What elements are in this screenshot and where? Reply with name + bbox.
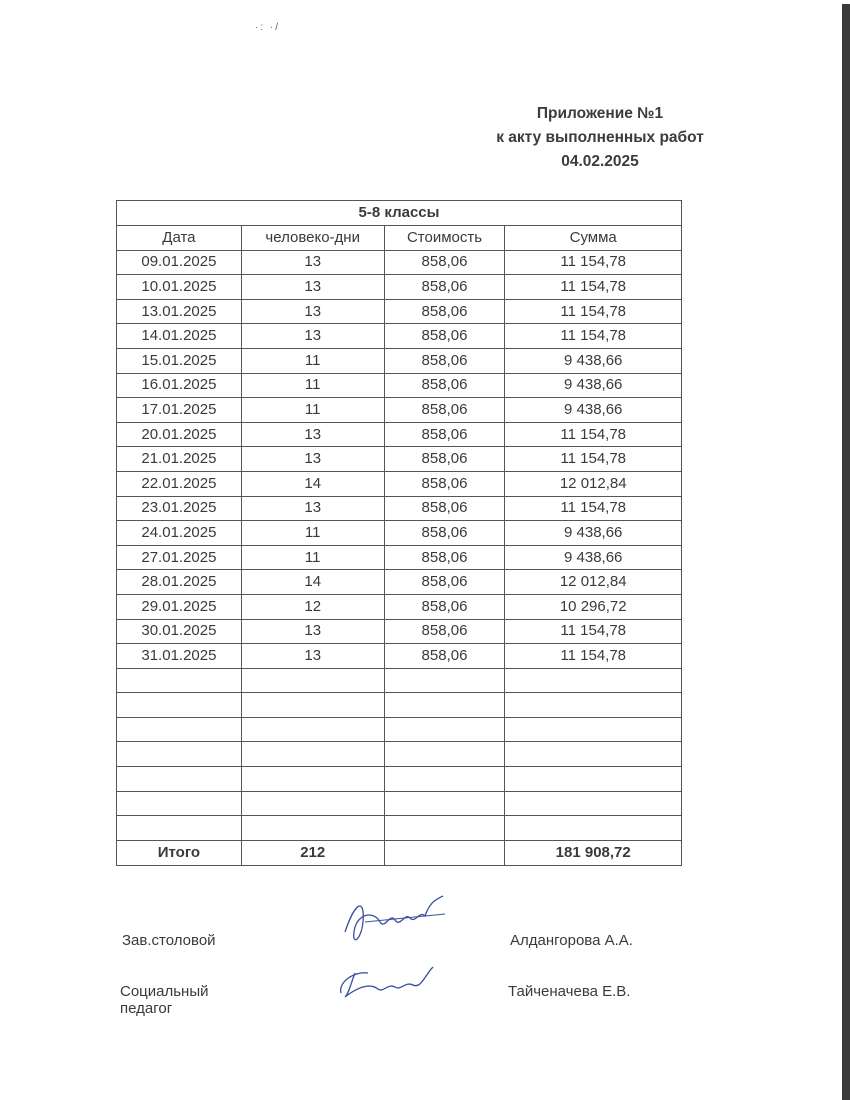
table-row [117,250,682,275]
cell-sum: 11 154,78 [505,250,682,275]
empty-cell [505,791,682,816]
empty-cell [384,767,505,792]
cell-date: 14.01.2025 [117,324,242,349]
empty-cell [117,816,242,841]
cell-sum: 9 438,66 [505,348,682,373]
empty-table-row [117,717,682,742]
empty-table-row [117,693,682,718]
cell-sum: 11 154,78 [505,447,682,472]
cell-sum: 11 154,78 [505,644,682,669]
cell-person-days: 11 [241,348,384,373]
cell-person-days: 13 [241,324,384,349]
empty-cell [117,668,242,693]
table-header-row [117,226,682,251]
table-row [117,644,682,669]
scan-specks: ·: ·/ [255,22,280,33]
cell-date: 15.01.2025 [117,348,242,373]
cell-date: 30.01.2025 [117,619,242,644]
cell-sum: 10 296,72 [505,594,682,619]
heading-title: Приложение №1 [536,105,664,122]
table-row [117,373,682,398]
cell-sum: 11 154,78 [505,422,682,447]
cell-sum: 11 154,78 [505,496,682,521]
cell-person-days: 11 [241,373,384,398]
cell-sum: 9 438,66 [505,398,682,423]
empty-cell [505,668,682,693]
document-heading [470,102,730,174]
cell-person-days: 13 [241,250,384,275]
cell-cost: 858,06 [384,348,505,373]
table-row [117,299,682,324]
cell-person-days: 13 [241,496,384,521]
column-header-sum: Сумма [505,226,682,251]
table-row [117,471,682,496]
cell-sum: 11 154,78 [505,619,682,644]
cell-cost: 858,06 [384,471,505,496]
signature-role: Зав.столовой [122,932,216,949]
empty-cell [241,717,384,742]
table-row [117,619,682,644]
table-row [117,422,682,447]
table-row [117,521,682,546]
cell-date: 20.01.2025 [117,422,242,447]
cell-date: 21.01.2025 [117,447,242,472]
cell-person-days: 14 [241,471,384,496]
heading-subtitle: к акту выполненных работ [496,129,704,146]
cell-person-days: 11 [241,398,384,423]
empty-cell [384,742,505,767]
cell-cost: 858,06 [384,619,505,644]
cell-cost: 858,06 [384,422,505,447]
cell-sum: 9 438,66 [505,545,682,570]
empty-cell [241,767,384,792]
empty-cell [117,717,242,742]
empty-cell [384,668,505,693]
signature-name: Тайченачева Е.В. [508,983,631,1000]
cell-date: 23.01.2025 [117,496,242,521]
cell-date: 29.01.2025 [117,594,242,619]
empty-cell [384,693,505,718]
cell-sum: 12 012,84 [505,471,682,496]
empty-cell [117,767,242,792]
empty-cell [241,816,384,841]
empty-cell [117,742,242,767]
cell-sum: 12 012,84 [505,570,682,595]
empty-cell [117,693,242,718]
table-row [117,496,682,521]
table-row [117,324,682,349]
empty-cell [241,693,384,718]
cell-sum: 9 438,66 [505,373,682,398]
total-cost [384,840,505,865]
cell-person-days: 14 [241,570,384,595]
cell-date: 13.01.2025 [117,299,242,324]
cell-sum: 11 154,78 [505,324,682,349]
cell-person-days: 13 [241,422,384,447]
cell-cost: 858,06 [384,521,505,546]
cell-sum: 9 438,66 [505,521,682,546]
column-header-cost: Стоимость [384,226,505,251]
total-sum: 181 908,72 [505,840,682,865]
scan-edge-bar [842,4,850,1100]
cell-person-days: 13 [241,447,384,472]
empty-table-row [117,742,682,767]
table-title-row [117,201,682,226]
cell-sum: 11 154,78 [505,299,682,324]
cell-date: 22.01.2025 [117,471,242,496]
empty-cell [505,693,682,718]
empty-cell [384,816,505,841]
meals-table [116,200,682,866]
cell-cost: 858,06 [384,545,505,570]
cell-person-days: 13 [241,299,384,324]
total-person-days: 212 [241,840,384,865]
cell-date: 17.01.2025 [117,398,242,423]
empty-cell [505,742,682,767]
table-row [117,570,682,595]
cell-cost: 858,06 [384,594,505,619]
cell-date: 24.01.2025 [117,521,242,546]
cell-cost: 858,06 [384,324,505,349]
signature-role: Социальный педагог [120,983,209,1017]
cell-person-days: 13 [241,275,384,300]
table-row [117,348,682,373]
empty-cell [384,791,505,816]
table-title: 5-8 классы [117,201,682,226]
empty-cell [117,791,242,816]
empty-table-row [117,791,682,816]
empty-cell [505,816,682,841]
cell-cost: 858,06 [384,398,505,423]
cell-sum: 11 154,78 [505,275,682,300]
heading-date: 04.02.2025 [561,153,639,170]
handwritten-signature-icon [333,963,443,1003]
table-row [117,398,682,423]
empty-cell [384,717,505,742]
cell-date: 16.01.2025 [117,373,242,398]
empty-cell [241,668,384,693]
table-row [117,447,682,472]
empty-cell [241,742,384,767]
column-header-date: Дата [117,226,242,251]
cell-cost: 858,06 [384,496,505,521]
cell-cost: 858,06 [384,447,505,472]
total-label: Итого [117,840,242,865]
cell-cost: 858,06 [384,570,505,595]
cell-cost: 858,06 [384,299,505,324]
cell-person-days: 12 [241,594,384,619]
empty-cell [505,767,682,792]
handwritten-signature-icon [335,892,455,952]
empty-cell [241,791,384,816]
table-row [117,545,682,570]
cell-date: 31.01.2025 [117,644,242,669]
signature-name: Алдангорова А.А. [510,932,633,949]
empty-cell [505,717,682,742]
cell-person-days: 11 [241,521,384,546]
table-row [117,594,682,619]
total-row [117,840,682,865]
cell-date: 09.01.2025 [117,250,242,275]
cell-cost: 858,06 [384,250,505,275]
cell-person-days: 11 [241,545,384,570]
table-row [117,275,682,300]
cell-date: 10.01.2025 [117,275,242,300]
empty-table-row [117,767,682,792]
empty-table-row [117,816,682,841]
cell-date: 27.01.2025 [117,545,242,570]
cell-cost: 858,06 [384,275,505,300]
cell-cost: 858,06 [384,373,505,398]
cell-person-days: 13 [241,619,384,644]
cell-date: 28.01.2025 [117,570,242,595]
column-header-person-days: человеко-дни [241,226,384,251]
empty-table-row [117,668,682,693]
cell-cost: 858,06 [384,644,505,669]
cell-person-days: 13 [241,644,384,669]
